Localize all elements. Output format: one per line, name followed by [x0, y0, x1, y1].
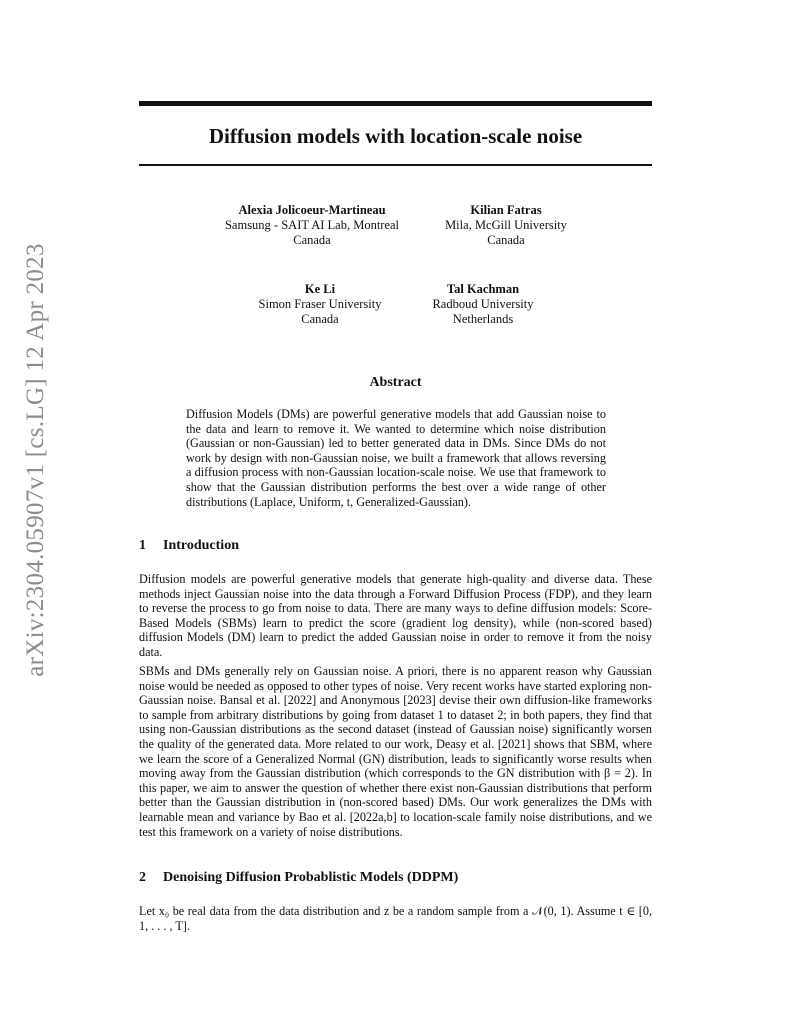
author-block: [408, 282, 558, 327]
paper-title: Diffusion models with location-scale noise: [208, 124, 583, 148]
section-heading: [139, 538, 239, 554]
author-affiliation: Mila, McGill University: [445, 218, 567, 232]
author-block: [212, 203, 412, 248]
paragraph: SBMs and DMs generally rely on Gaussian noise. A priori, there is no apparent reason why Gaussian noise would be needed as opposed to other types of noise. Very recent works have started exploring non-Gaussian noise. Bansal et al. [2022] and Anonymous [2023] devise their own diffusion-like frameworks to sample from arbitrary distributions by going from dataset 1 to dataset 2; in both papers, they find that using non-Gaussian distributions as the second dataset (instead of Gaussian noise) significantly worsen the quality of the generated data. More related to our work, Deasy et al. [2021] shows that SBM, where we learn the score of a Generalized Normal (GN) distribution, leads to significantly worse results when moving away from the Gaussian distribution (which corresponds to the GN distribution with β = 2). In this paper, we aim to answer the question of whether there exist non-Gaussian distributions that perform better than the Gaussian distribution in (non-scored based) DMs. Our work generalizes the DMs with learnable mean and variance by Bao et al. [2022a,b] to location-scale family noise distributions, and we test this framework on a variety of noise distributions.: [139, 664, 652, 839]
author-name: Kilian Fatras: [470, 203, 542, 217]
author-country: Canada: [487, 233, 525, 247]
title-rule-top: [139, 101, 652, 106]
arxiv-identifier: arXiv:2304.05907v1 [cs.LG] 12 Apr 2023: [22, 243, 49, 677]
paragraph: Diffusion models are powerful generative models that generate high-quality and diverse data. These methods inject Gaussian noise into the data through a Forward Diffusion Process (FDP), and they learn to reverse the process to go from noise to data. There are many ways to define diffusion models: Score-Based Models (SBMs) learn to predict the score (gradient log density), while (non-scored based) diffusion Models (DM) learn to predict the added Gaussian noise in order to remove it from the noisy data.: [139, 572, 652, 659]
section-title: Denoising Diffusion Probablistic Models (DDPM): [163, 870, 459, 885]
author-name: Alexia Jolicoeur-Martineau: [238, 203, 386, 217]
author-affiliation: Simon Fraser University: [258, 297, 382, 311]
title-rule-bottom: [139, 164, 652, 166]
author-name: Tal Kachman: [446, 282, 520, 296]
author-block: [240, 282, 400, 327]
author-block: [426, 203, 586, 248]
author-affiliation: Radboud University: [432, 297, 534, 311]
author-name: Ke Li: [304, 282, 336, 296]
author-country: Canada: [293, 233, 331, 247]
author-country: Netherlands: [452, 312, 514, 326]
section-title: Introduction: [163, 538, 239, 553]
paragraph: Let x₀ be real data from the data distribution and z be a random sample from a 𝒩(0, 1). Assume t ∈ [0, 1, . . . , T].: [139, 904, 652, 933]
abstract-heading: Abstract: [369, 375, 422, 390]
author-country: Canada: [301, 312, 339, 326]
abstract-body: Diffusion Models (DMs) are powerful generative models that add Gaussian noise to the data and learn to remove it. We wanted to determine which noise distribution (Gaussian or non-Gaussian) led to better generated data in DMs. Since DMs do not work by design with non-Gaussian noise, we built a framework that allows reversing a diffusion process with non-Gaussian location-scale noise. We use that framework to show that the Gaussian distribution performs the best over a wide range of other distributions (Laplace, Uniform, t, Generalized-Gaussian).: [186, 407, 606, 509]
section-heading: [139, 870, 458, 886]
author-affiliation: Samsung - SAIT AI Lab, Montreal: [224, 218, 400, 232]
arxiv-stamp: [22, 245, 50, 675]
section-number: 1: [139, 538, 146, 553]
section-number: 2: [139, 870, 146, 885]
